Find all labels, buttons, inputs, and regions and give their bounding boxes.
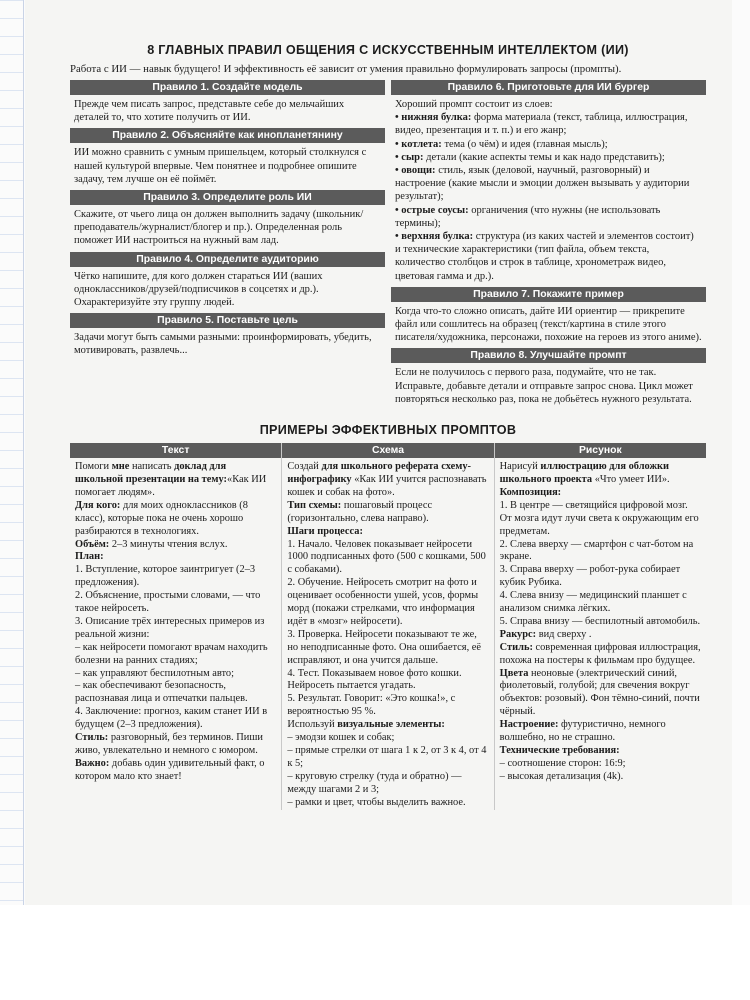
prompt-line-text: – круговую стрелку (туда и обратно) — между шагами 2 и 3;: [287, 770, 462, 795]
prompt-line-label: План:: [75, 551, 104, 563]
rule-2-body: ИИ можно сравнить с умным пришельцем, который столкнулся с нашей культурой впервые. Чем понятнее и подробнее опишите задачу, тем лучше он её поймёт.: [74, 147, 367, 185]
prompt-line: [500, 487, 701, 500]
prompt-lead: [500, 461, 701, 487]
prompt-line: [287, 539, 488, 578]
prompt-line: [500, 719, 701, 745]
rule-6-text: [391, 95, 706, 287]
prompt-line-text: 2–3 минуты чтения вслух.: [109, 538, 228, 550]
rule-1-text: [70, 95, 385, 128]
prompt-line-label: Технические требования:: [499, 745, 620, 756]
burger-layer: [395, 164, 702, 204]
prompt-lead-text: Создай: [287, 461, 322, 473]
prompt-line-text: 1. Вступление, которое заинтригует (2–3 предложения).: [75, 564, 256, 589]
rules-section: [70, 80, 706, 410]
background-below: [0, 905, 750, 1000]
prompt-lead-text: «Как ИИ учится распознавать кошек и собак на фото».: [287, 473, 487, 498]
burger-layer: [395, 204, 702, 230]
layer-text: тема (о чём) и идея (главная мысль);: [444, 138, 608, 150]
prompt-line: [75, 500, 276, 539]
rule-8-text: [391, 363, 706, 410]
prompt-line: [75, 564, 276, 590]
prompt-line: [287, 797, 488, 810]
rule-5-text: [70, 328, 385, 361]
rule-7-heading: Правило 7. Покажите пример: [391, 287, 706, 302]
prompt-lead-text: Помоги: [75, 461, 112, 473]
prompt-line-text: – соотношение сторон: 16:9;: [499, 757, 626, 769]
prompt-line-text: – эмодзи кошек и собак;: [287, 732, 395, 744]
prompt-line: [287, 577, 488, 629]
layer-text: форма материала (текст, таблица, иллюстрация, видео, презентация и т. п.) и его жанр;: [395, 112, 688, 137]
prompt-line: [287, 693, 488, 719]
prompt-line-text: разговорный, без терминов. Пиши живо, увлекательно и немного с юмором.: [75, 732, 263, 756]
prompt-line-text: современная цифровая иллюстрация, похожа на постеры к фильмам про будущее.: [499, 641, 701, 666]
burger-layer: [395, 138, 702, 151]
example-column-scheme: [282, 443, 494, 809]
prompt-lead-text: «Как ИИ помогает людям».: [75, 473, 267, 498]
prompt-line-text: 2. Слева вверху — смартфон с чат-ботом на экране.: [499, 538, 694, 563]
burger-layer: [395, 111, 702, 137]
prompt-line-label: Композиция:: [499, 486, 562, 498]
prompt-line: [500, 745, 701, 758]
prompt-line-text: неоновые (электрический синий, фиолетовый, голубой; для свечения вокруг объектов: розовый). Фон тёмно-синий, почти чёрный.: [499, 667, 700, 718]
prompt-line: [500, 629, 701, 642]
example-column-picture: [495, 443, 706, 809]
prompt-line-text: 5. Результат. Говорит: «Это кошка!», с вероятностью 95 %.: [287, 693, 456, 718]
example-column-heading: Схема: [282, 443, 493, 458]
prompt-line-label: Стиль:: [499, 641, 533, 653]
rule-7-body: Когда что-то сложно описать, дайте ИИ ориентир — прикрепите файл или сошлитесь на образец (текст/картина в стиле этого писателя/художника, персонажи, похожие на героев из этого аниме).: [395, 305, 702, 344]
layer-term: • верхняя булка:: [395, 231, 474, 243]
prompt-line-label: Объём:: [75, 538, 110, 550]
layer-term: • овощи:: [395, 165, 436, 177]
layer-term: • острые соусы:: [395, 204, 469, 216]
prompt-line-text: 4. Заключение: прогноз, каким станет ИИ в будущем (2–3 предложения).: [75, 706, 268, 731]
handout: [70, 42, 706, 810]
rule-2-text: [70, 143, 385, 190]
prompt-lead-label: иллюстрацию для обложки школьного проекта: [499, 461, 669, 485]
examples-title: ПРИМЕРЫ ЭФФЕКТИВНЫХ ПРОМПТОВ: [259, 423, 517, 438]
rule-6-heading: Правило 6. Приготовьте для ИИ бургер: [391, 80, 706, 95]
prompt-line: [500, 616, 701, 629]
layer-term: • котлета:: [395, 138, 442, 150]
prompt-line-text: 3. Справа вверху — робот-рука собирает кубик Рубика.: [499, 564, 681, 589]
rule-4-body: Чётко напишите, для кого должен стараться ИИ (ваших одноклассников/друзей/подписчиков в соцсетях и др.). Охарактеризуйте эту группу людей.: [74, 270, 323, 309]
prompt-line: [287, 745, 488, 771]
prompt-line: [75, 732, 276, 758]
prompt-lead: [75, 461, 276, 500]
example-column-text: [70, 443, 282, 809]
prompt-line-text: – как нейросети помогают врачам находить болезни на ранних стадиях;: [75, 641, 268, 666]
prompt-line: [500, 668, 701, 720]
prompt-line-text: 1. В центре — светящийся цифровой мозг. От мозга идут лучи света к окружающим его предметам.: [499, 499, 699, 537]
rules-left-column: [70, 80, 385, 410]
prompt-line-text: – рамки и цвет, чтобы выделить важное.: [287, 796, 466, 808]
prompt-line-text: – как обеспечивают безопасность, распознавая лица и отпечатки пальцев.: [75, 680, 248, 705]
prompt-line-text: 3. Проверка. Нейросети показывают те же, но неподписанные фото. Она ошибается, её исправляют, и она учится дальше.: [287, 628, 481, 666]
rule-4-text: [70, 267, 385, 314]
prompt-line-text: добавь один удивительный факт, о котором мало кто знает!: [75, 757, 265, 782]
prompt-line-label: Ракурс:: [499, 628, 537, 640]
prompt-line-text: для моих одноклассников (8 класс), которые пока не очень хорошо разбираются в технологиях.: [75, 499, 248, 537]
prompt-lead-label: доклад для школьной презентации на тему:: [75, 461, 227, 485]
layer-term: • сыр:: [395, 151, 424, 163]
rule-5-body: Задачи могут быть самыми разными: проинформировать, убедить, мотивировать, развлечь...: [74, 332, 372, 357]
layer-text: стиль, язык (деловой, научный, разговорный) и настроение (какие мысли и эмоции должен вызывать у аудитории результат);: [395, 165, 690, 203]
example-column-heading: Текст: [70, 443, 281, 458]
prompt-line: [75, 758, 276, 784]
example-column-heading: Рисунок: [495, 443, 706, 458]
prompt-line-text: Используй: [287, 719, 338, 731]
rule-5-heading: Правило 5. Поставьте цель: [70, 313, 385, 328]
prompt-lead-label: мне: [111, 461, 130, 473]
rule-2-heading: Правило 2. Объясняйте как инопланетянину: [70, 128, 385, 143]
prompt-line: [500, 758, 701, 771]
prompt-line-text: – прямые стрелки от шага 1 к 2, от 3 к 4, от 4 к 5;: [287, 745, 487, 769]
prompt-lead-text: написать: [129, 461, 175, 473]
rule-3-text: [70, 205, 385, 252]
rule-8-heading: Правило 8. Улучшайте промпт: [391, 348, 706, 363]
margin-line: [23, 0, 24, 905]
prompt-line: [287, 732, 488, 745]
prompt-line: [75, 616, 276, 642]
prompt-line-label: Тип схемы:: [287, 499, 342, 511]
prompt-line-label: Стиль:: [75, 732, 109, 744]
prompt-line-text: – высокая детализация (4k).: [499, 770, 624, 782]
prompt-line-label: Настроение:: [499, 719, 559, 731]
prompt-line-label: Для кого:: [75, 499, 121, 511]
intro-text: Работа с ИИ — навык будущего! И эффективность её зависит от умения правильно формулировать запросы (промпты).: [70, 63, 622, 75]
prompt-line: [75, 680, 276, 706]
prompt-line-text: 4. Слева внизу — медицинский планшет с анализом снимка лёгких.: [499, 590, 687, 615]
prompt-line: [75, 551, 276, 564]
prompt-line: [287, 771, 488, 797]
layer-term: • нижняя булка:: [395, 112, 472, 124]
prompt-line: [500, 771, 701, 784]
prompt-lead-label: для школьного реферата схему-инфографику: [287, 461, 471, 485]
prompt-line-text: пошаговый процесс (горизонтально, слева направо).: [287, 499, 433, 524]
prompt-line: [287, 500, 488, 526]
layer-text: структура (из каких частей и элементов состоит) и технические характеристики (тип файла, объем текста, количество столбцов и строк в таблице, хронометраж видео, цветовая гамма и др.).: [395, 231, 694, 282]
grid-paper: [0, 0, 24, 905]
prompt-line: [287, 629, 488, 668]
rule-7-text: [391, 302, 706, 349]
prompt-line: [500, 590, 701, 616]
prompt-line: [75, 668, 276, 681]
prompt-line: [287, 719, 488, 732]
prompt-line: [75, 539, 276, 552]
prompt-lead: [287, 461, 488, 500]
prompt-lead-text: Нарисуй: [499, 461, 541, 473]
rule-3-heading: Правило 3. Определите роль ИИ: [70, 190, 385, 205]
prompt-line-text: 4. Тест. Показываем новое фото кошки. Нейросеть пытается угадать.: [287, 667, 462, 692]
prompt-line-text: – как управляют беспилотным авто;: [75, 667, 234, 679]
prompt-line: [500, 539, 701, 565]
layer-text: детали (какие аспекты темы и как надо представить);: [426, 151, 665, 163]
rules-right-column: [391, 80, 706, 410]
prompt-line-text: 2. Обучение. Нейросеть смотрит на фото и оценивает особенности ушей, усов, формы морд (покажи стрелками, что информация идёт в «мозг» нейросети).: [287, 577, 479, 627]
prompt-line: [500, 500, 701, 539]
prompt-line: [287, 526, 488, 539]
prompt-line-text: 1. Начало. Человек показывает нейросети 1000 подписанных фото (500 с кошками, 500 с собаками).: [287, 538, 486, 576]
prompt-line-label: Цвета: [499, 667, 529, 679]
prompt-line-text: футуристично, немного волшебно, но не страшно.: [499, 719, 666, 744]
page-title: 8 ГЛАВНЫХ ПРАВИЛ ОБЩЕНИЯ С ИСКУССТВЕННЫМ ИНТЕЛЛЕКТОМ (ИИ): [147, 43, 629, 57]
rule-1-body: Прежде чем писать запрос, представьте себе до мельчайших деталей то, что хотите получить от ИИ.: [74, 99, 345, 124]
prompt-line: [500, 642, 701, 668]
prompt-line: [75, 590, 276, 616]
examples-table: [70, 443, 706, 809]
rule-4-heading: Правило 4. Определите аудиторию: [70, 252, 385, 267]
prompt-line: [500, 564, 701, 590]
prompt-line-text: 5. Справа внизу — беспилотный автомобиль.: [499, 615, 701, 627]
burger-layer: [395, 151, 702, 164]
prompt-line-label: Важно:: [75, 757, 110, 769]
rule-6-lead: Хороший промпт состоит из слоев:: [395, 99, 553, 110]
prompt-lead-text: «Что умеет ИИ».: [592, 473, 670, 485]
prompt-line: [75, 642, 276, 668]
prompt-line-text: 3. Описание трёх интересных примеров из реальной жизни:: [75, 615, 265, 640]
prompt-line-label: визуальные элементы:: [337, 719, 445, 731]
rule-1-heading: Правило 1. Создайте модель: [70, 80, 385, 95]
rule-3-body: Скажите, от чьего лица он должен выполнить задачу (школьник/преподаватель/журналист/блогер и пр.). Определенная роль поможет ИИ настроиться на нужный вам лад.: [74, 209, 364, 247]
prompt-line: [287, 668, 488, 694]
burger-layer: [395, 230, 702, 283]
layer-text: органичения (что нужны (не использовать термины);: [395, 204, 661, 229]
prompt-line-label: Шаги процесса:: [287, 525, 363, 537]
prompt-line-text: 2. Объяснение, простыми словами, — что такое нейросеть.: [75, 590, 261, 615]
prompt-line-text: вид сверху .: [536, 628, 592, 640]
rule-8-body: Если не получилось с первого раза, подумайте, что не так. Исправьте, добавьте детали и отправьте запрос снова. Цикл может повторяться несколько раз, пока не добьётесь нужного результата.: [395, 367, 693, 405]
prompt-line: [75, 706, 276, 732]
